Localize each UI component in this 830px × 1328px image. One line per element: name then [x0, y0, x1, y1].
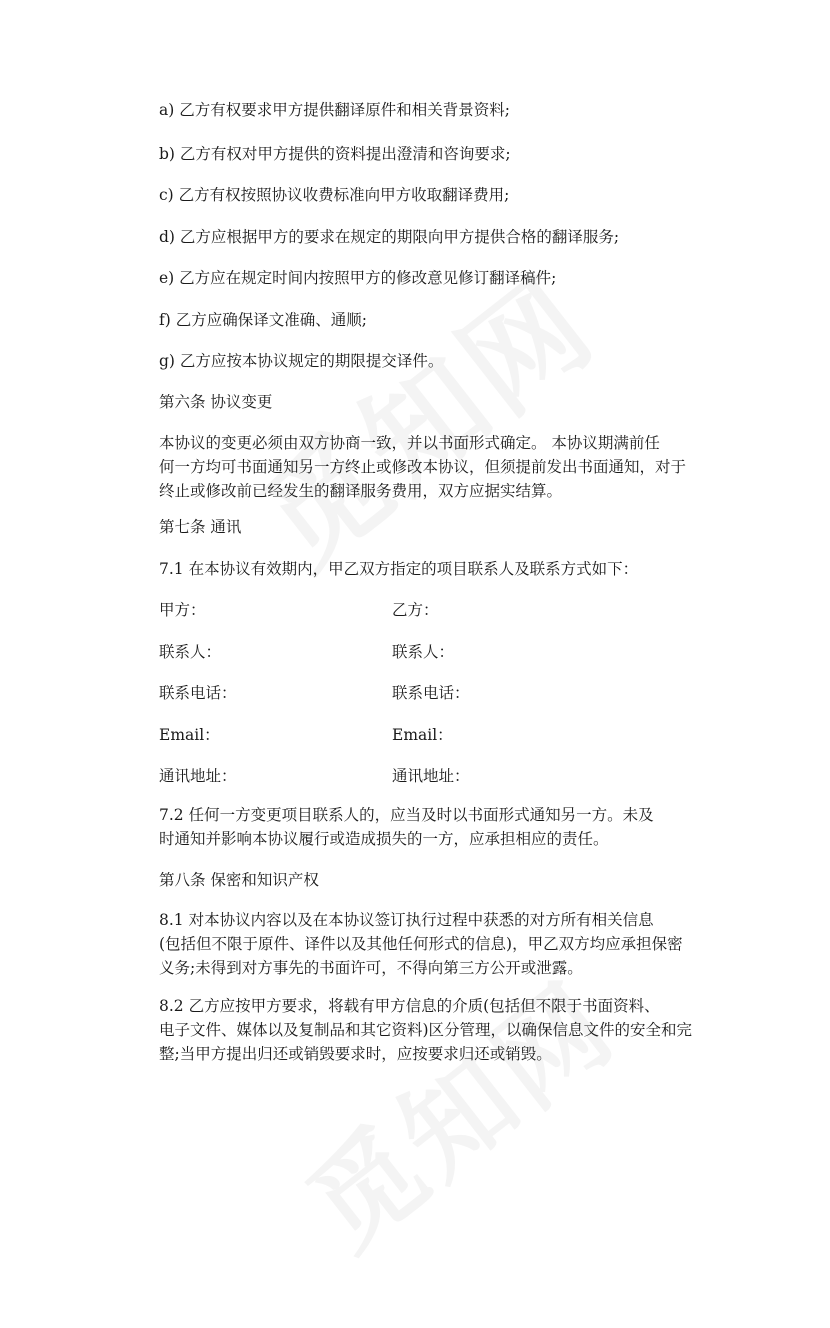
clause-8-2-line: 8.2 乙方应按甲方要求，将载有甲方信息的介质(包括但不限于书面资料、	[159, 997, 660, 1015]
email-a-label: Email：	[159, 726, 220, 744]
item-f: f) 乙方应确保译文准确、通顺;	[159, 311, 367, 329]
article8-title: 第八条 保密和知识产权	[159, 871, 319, 889]
watermark-bottom	[270, 932, 689, 1327]
clause-7-2-line: 时通知并影响本协议履行或造成损失的一方，应承担相应的责任。	[159, 830, 609, 848]
address-a-label: 通讯地址：	[159, 767, 237, 785]
address-b-label: 通讯地址：	[392, 767, 470, 785]
item-e: e) 乙方应在规定时间内按照甲方的修改意见修订翻译稿件;	[159, 269, 557, 287]
article6-line: 何一方均可书面通知另一方终止或修改本协议，但须提前发出书面通知，对于	[159, 458, 687, 476]
clause-7-2-line: 7.2 任何一方变更项目联系人的，应当及时以书面形式通知另一方。未及	[159, 806, 654, 824]
email-b-label: Email：	[392, 726, 453, 744]
contact-b-label: 联系人：	[392, 643, 455, 661]
clause-8-2	[159, 994, 699, 1066]
item-c: c) 乙方有权按照协议收费标准向甲方收取翻译费用;	[159, 186, 510, 204]
party-a-label: 甲方：	[159, 601, 206, 619]
clause-7-1: 7.1 在本协议有效期内，甲乙双方指定的项目联系人及联系方式如下：	[159, 560, 639, 578]
item-d: d) 乙方应根据甲方的要求在规定的期限向甲方提供合格的翻译服务;	[159, 228, 620, 246]
item-b: b) 乙方有权对甲方提供的资料提出澄清和咨询要求;	[159, 145, 511, 163]
phone-a-label: 联系电话：	[159, 684, 237, 702]
article6-line: 本协议的变更必须由双方协商一致，并以书面形式确定。 本协议期满前任	[159, 434, 660, 452]
phone-b-label: 联系电话：	[392, 684, 470, 702]
article6-body	[159, 431, 699, 503]
article6-line: 终止或修改前已经发生的翻译服务费用，双方应据实结算。	[159, 482, 563, 500]
party-b-label: 乙方：	[392, 601, 439, 619]
item-a: a) 乙方有权要求甲方提供翻译原件和相关背景资料;	[159, 101, 510, 119]
clause-8-2-line: 电子文件、媒体以及复制品和其它资料)区分管理，以确保信息文件的安全和完	[159, 1021, 693, 1039]
article7-title: 第七条 通讯	[159, 518, 242, 536]
clause-8-1-line: (包括但不限于原件、译件以及其他任何形式的信息)，甲乙双方均应承担保密	[159, 935, 683, 953]
clause-8-1-line: 8.1 对本协议内容以及在本协议签订执行过程中获悉的对方所有相关信息	[159, 911, 654, 929]
clause-7-2	[159, 803, 699, 851]
contact-a-label: 联系人：	[159, 643, 222, 661]
clause-8-1-line: 义务;未得到对方事先的书面许可，不得向第三方公开或泄露。	[159, 959, 583, 977]
article6-title: 第六条 协议变更	[159, 393, 273, 411]
item-g: g) 乙方应按本协议规定的期限提交译件。	[159, 352, 444, 370]
clause-8-1	[159, 908, 699, 980]
clause-8-2-line: 整;当甲方提出归还或销毁要求时，应按要求归还或销毁。	[159, 1045, 552, 1063]
